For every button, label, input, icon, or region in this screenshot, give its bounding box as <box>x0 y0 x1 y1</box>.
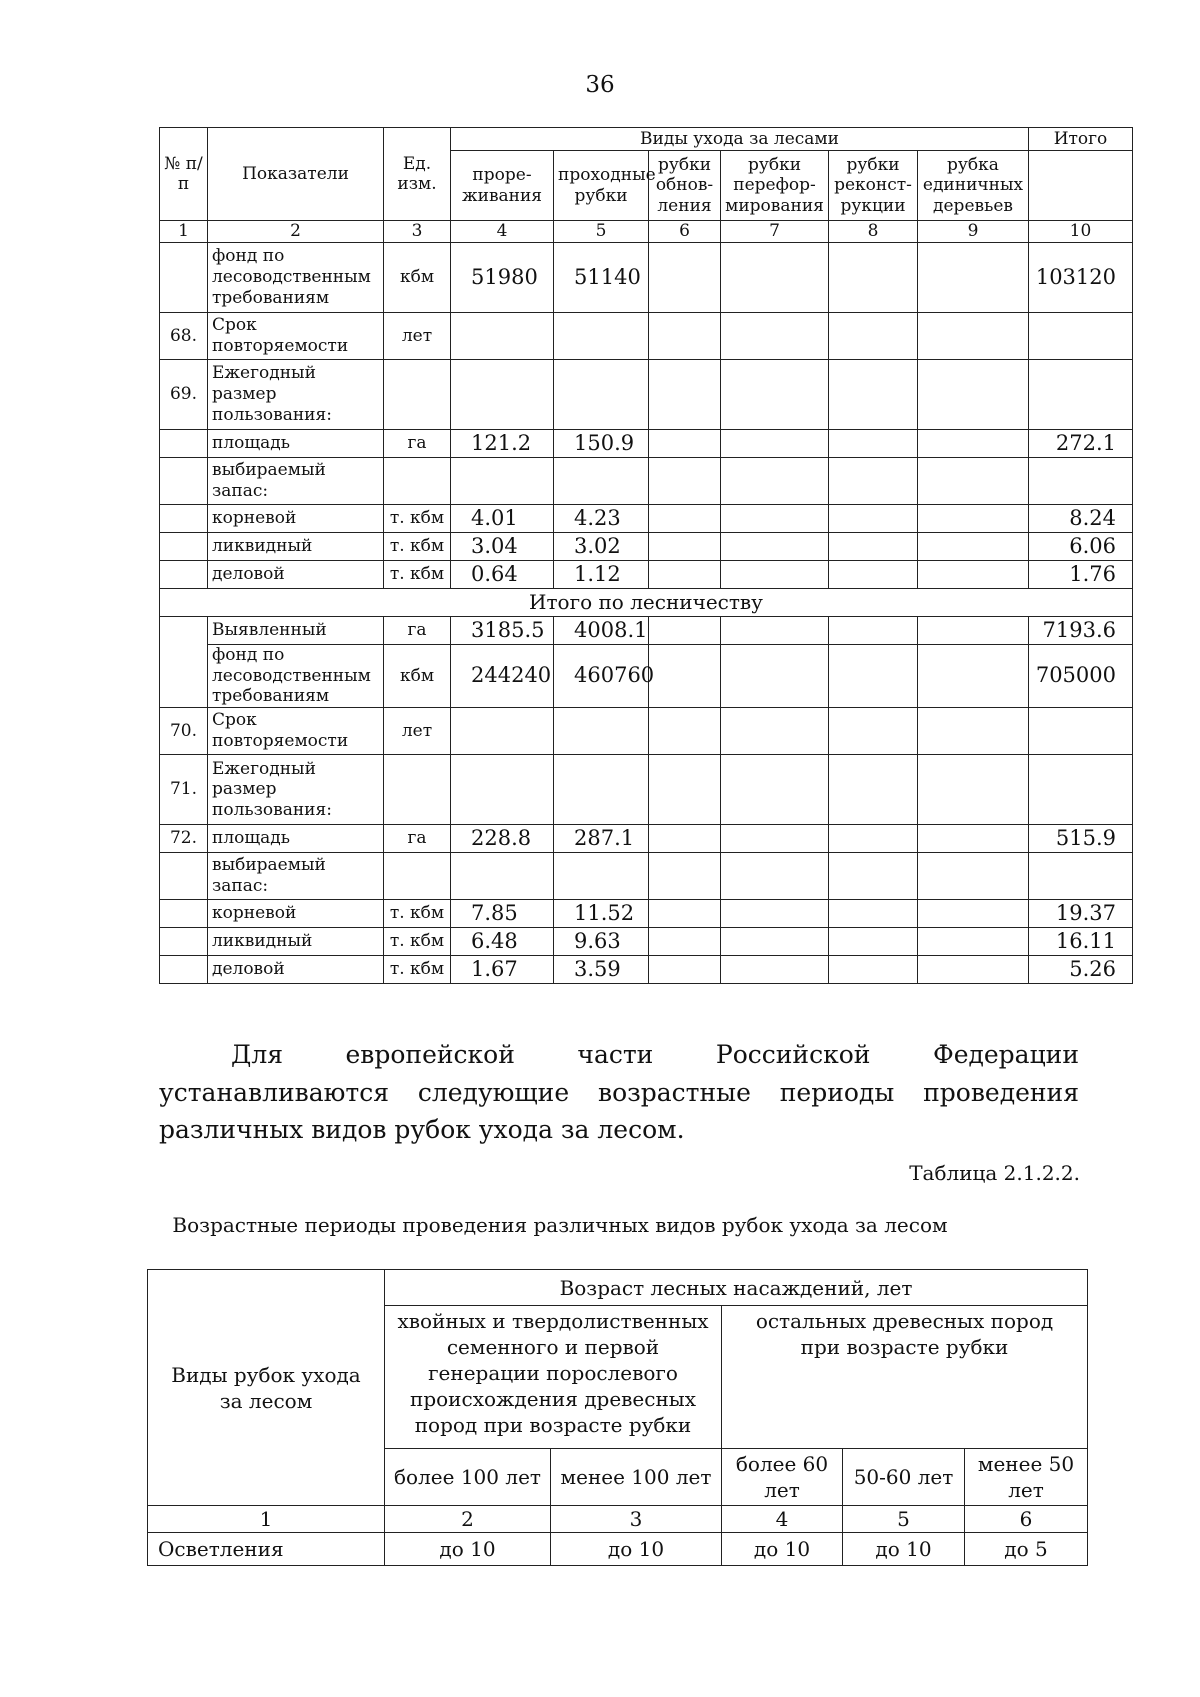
table-row: 72. площадь га 228.8 287.1 515.9 <box>160 825 1133 853</box>
table-row: корневой т. кбм 7.85 11.52 19.37 <box>160 900 1133 928</box>
header-over-60: более 60 лет <box>722 1449 843 1506</box>
header-num: № п/п <box>160 128 208 221</box>
table-row: 70. Срок повторяемости лет <box>160 708 1133 755</box>
header-unit: Ед. изм. <box>384 128 451 221</box>
table-row: 69. Ежегодный размер пользования: <box>160 360 1133 430</box>
table-row: 68. Срок повторяемости лет <box>160 313 1133 360</box>
table-subtitle: Возрастные периоды проведения различных видов рубок ухода за лесом <box>172 1213 948 1237</box>
column-number-row: 1 2 3 4 5 6 7 8 9 10 <box>160 221 1133 243</box>
table-row: фонд по лесоводственным требованиям кбм 244240 460760 705000 <box>160 645 1133 708</box>
header-total: Итого <box>1029 128 1133 151</box>
table-row: деловой т. кбм 0.64 1.12 1.76 <box>160 561 1133 589</box>
table-row: ликвидный т. кбм 6.48 9.63 16.11 <box>160 928 1133 956</box>
header-care-types: Виды ухода за лесами <box>451 128 1029 151</box>
age-periods-table <box>147 1269 1088 1566</box>
forest-care-table <box>159 127 1133 984</box>
table-row: выбираемый запас: <box>160 853 1133 900</box>
header-col9: рубка единичных деревьев <box>918 151 1029 221</box>
forestry-total-separator: Итого по лесничеству <box>160 589 1133 617</box>
table-row: 71. Ежегодный размер пользования: <box>160 755 1133 825</box>
header-indicators: Показатели <box>208 128 384 221</box>
body-paragraph: Для европейской части Российской Федерации устанавливаются следующие возрастные периоды проведения различных видов рубок ухода за лесом. <box>159 1040 1079 1144</box>
column-number-row: 1 2 3 4 5 6 <box>148 1506 1088 1533</box>
table-row: выбираемый запас: <box>160 458 1133 505</box>
table-row: Выявленный га 3185.5 4008.1 7193.6 <box>160 617 1133 645</box>
table-caption: Таблица 2.1.2.2. <box>909 1161 1080 1185</box>
header-under-100: менее 100 лет <box>551 1449 722 1506</box>
header-over-100: более 100 лет <box>385 1449 551 1506</box>
table-row: площадь га 121.2 150.9 272.1 <box>160 430 1133 458</box>
header-col5: проходные рубки <box>554 151 649 221</box>
header-col4: проре- живания <box>451 151 554 221</box>
header-col7: рубки перефор- мирования <box>721 151 829 221</box>
header-care-types: Виды рубок ухода за лесом <box>148 1270 385 1506</box>
table-row: Осветления до 10 до 10 до 10 до 10 до 5 <box>148 1533 1088 1566</box>
header-conifer: хвойных и твердолиственных семенного и первой генерации порослевого происхождения древесных пород при возрасте рубки <box>385 1306 722 1449</box>
page-number: 36 <box>585 72 615 98</box>
table-row: деловой т. кбм 1.67 3.59 5.26 <box>160 956 1133 984</box>
header-under-50: менее 50 лет <box>965 1449 1088 1506</box>
header-other-species: остальных древесных пород при возрасте рубки <box>722 1306 1088 1449</box>
table-row: фонд по лесоводственным требованиям кбм 51980 51140 103120 <box>160 243 1133 313</box>
table-row: ликвидный т. кбм 3.04 3.02 6.06 <box>160 533 1133 561</box>
header-col8: рубки реконст- рукции <box>829 151 918 221</box>
table-row: корневой т. кбм 4.01 4.23 8.24 <box>160 505 1133 533</box>
header-col6: рубки обнов- ления <box>649 151 721 221</box>
header-forest-age: Возраст лесных насаждений, лет <box>385 1270 1088 1306</box>
header-50-60: 50-60 лет <box>843 1449 965 1506</box>
